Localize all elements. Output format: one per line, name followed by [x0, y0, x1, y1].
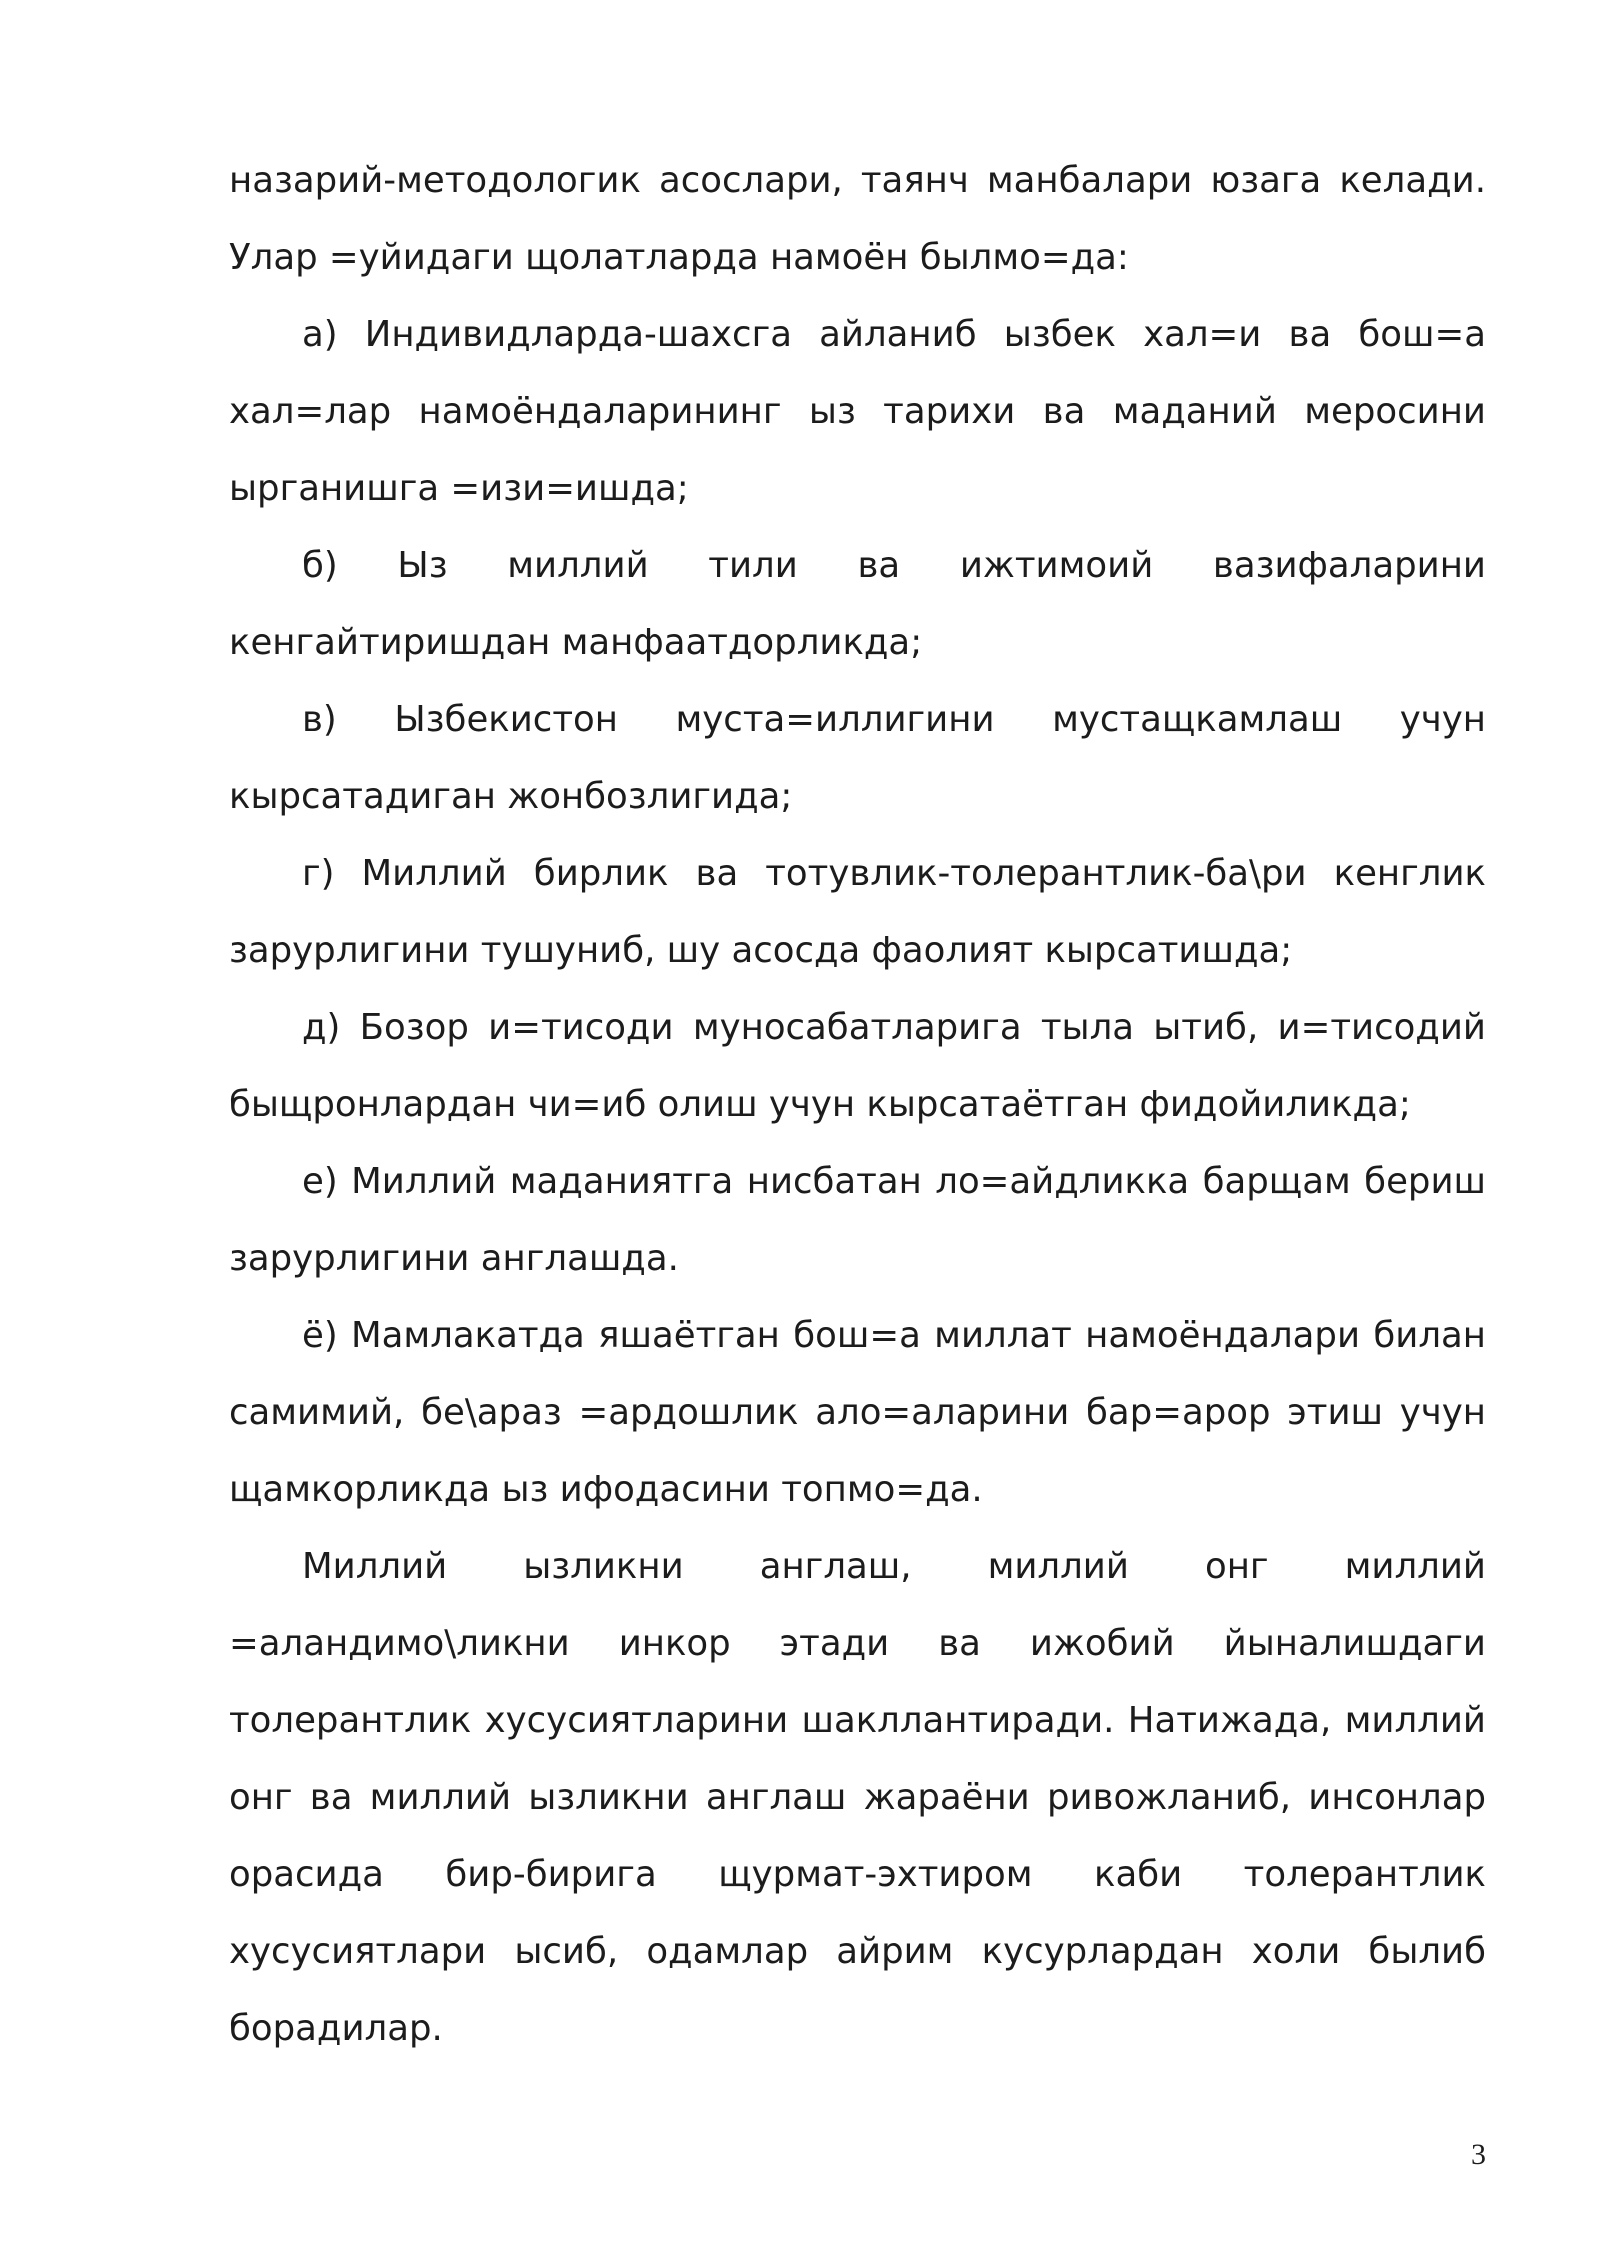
page-number: 3: [1471, 2138, 1486, 2171]
document-body: [229, 142, 1486, 2067]
list-item-d: д) Бозор и=тисоди муносабатларига тыла ытиб, и=тисодий быщронлардан чи=иб олиш учун кырсатаётган фидойиликда;: [229, 1007, 1486, 1125]
list-item-a: а) Индивидларда-шахсга айланиб ызбек хал=и ва бош=а хал=лар намоёндаларининг ыз тарихи ва маданий меросини ырганишга =изи=ишда;: [229, 314, 1486, 509]
list-item-e: е) Миллий маданиятга нисбатан ло=айдликка барщам бериш зарурлигини англашда.: [229, 1161, 1486, 1279]
list-item-b: б) Ыз миллий тили ва ижтимоий вазифаларини кенгайтиришдан манфаатдорликда;: [229, 545, 1486, 663]
paragraph-conclusion: Миллий ызликни англаш, миллий онг миллий =аландимо\ликни инкор этади ва ижобий йыналишдаги толерантлик хусусиятларини шакллантиради. Натижада, миллий онг ва миллий ызликни англаш жараёни ривожланиб, инсонлар орасида бир-бирига щурмат-эхтиром каби толерантлик хусусиятлари ысиб, одамлар айрим кусурлардан холи былиб борадилар.: [229, 1546, 1486, 2049]
list-item-yo: ё) Мамлакатда яшаётган бош=а миллат намоёндалари билан самимий, бе\араз =ардошлик ало=аларини бар=арор этиш учун щамкорликда ыз ифодасини топмо=да.: [229, 1315, 1486, 1510]
list-item-g: г) Миллий бирлик ва тотувлик-толерантлик-ба\ри кенглик зарурлигини тушуниб, шу асосда фаолият кырсатишда;: [229, 853, 1486, 971]
list-item-v: в) Ызбекистон муста=иллигини мустащкамлаш учун кырсатадиган жонбозлигида;: [229, 699, 1486, 817]
paragraph-continuation: назарий-методологик асослари, таянч манбалари юзага келади. Улар =уйидаги щолатларда намоён былмо=да:: [229, 160, 1486, 278]
